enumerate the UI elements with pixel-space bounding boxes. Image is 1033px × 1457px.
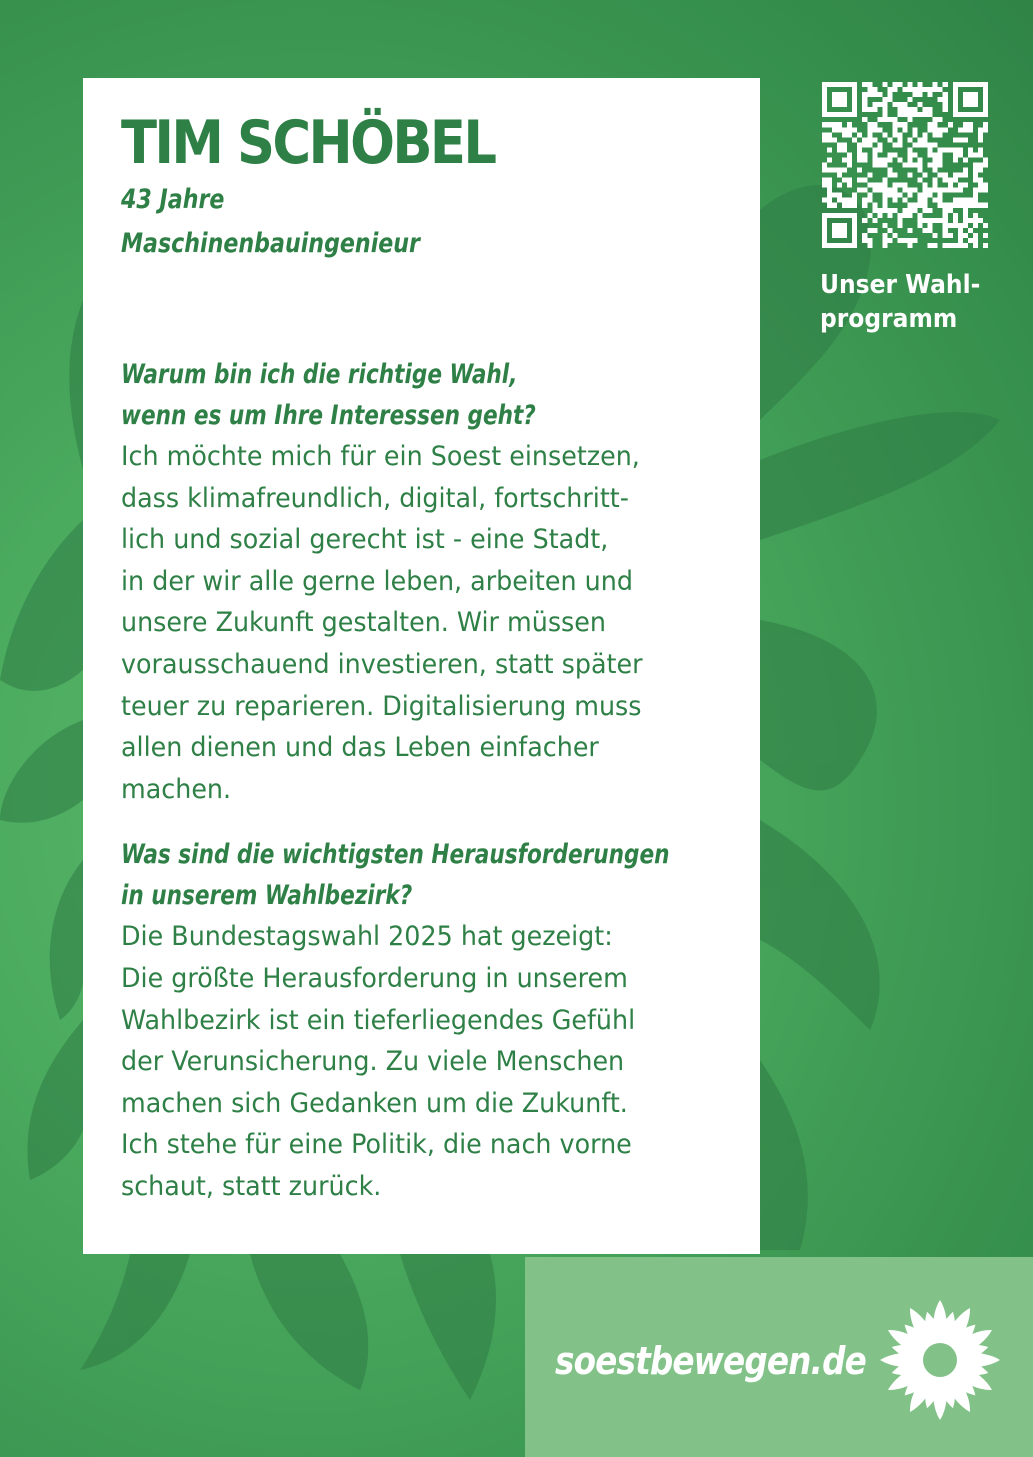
qr-label-line: programm (820, 304, 958, 334)
section-answer-2 (121, 916, 730, 1207)
answer-line: unsere Zukunft gestalten. Wir müssen (121, 607, 606, 639)
qr-label-line: Unser Wahl- (820, 270, 981, 300)
answer-line: Die Bundestagswahl 2025 hat gezeigt: (121, 921, 613, 953)
answer-line: dass klimafreundlich, digital, fortschritt- (121, 482, 629, 514)
answer-line: der Verunsicherung. Zu viele Menschen (121, 1046, 625, 1078)
answer-line: machen. (121, 773, 232, 805)
section-answer-1 (121, 436, 730, 810)
qr-code-icon[interactable] (822, 82, 988, 248)
candidate-age: 43 Jahre (121, 184, 225, 215)
answer-line: schaut, statt zurück. (121, 1170, 382, 1202)
answer-line: Wahlbezirk ist ein tieferliegendes Gefühl (121, 1004, 636, 1036)
sunflower-icon (876, 1296, 1004, 1424)
candidate-profession: Maschinenbauingenieur (121, 228, 420, 259)
answer-line: machen sich Gedanken um die Zukunft. (121, 1087, 628, 1119)
candidate-name: TIM SCHÖBEL (121, 108, 495, 178)
answer-line: lich und sozial gerecht ist - eine Stadt, (121, 524, 609, 556)
answer-line: vorausschauend investieren, statt später (121, 648, 643, 680)
qr-label (820, 268, 980, 336)
website-link[interactable]: soestbewegen.de (555, 1339, 866, 1383)
answer-line: Die größte Herausforderung in unserem (121, 962, 628, 994)
question-line: in unserem Wahlbezirk? (121, 880, 413, 912)
answer-line: teuer zu reparieren. Digitalisierung muss (121, 690, 642, 722)
question-line: Was sind die wichtigsten Herausforderungen (121, 839, 670, 871)
section-question-2 (121, 834, 730, 916)
question-line: Warum bin ich die richtige Wahl, (121, 359, 518, 390)
answer-line: Ich stehe für eine Politik, die nach vorne (121, 1129, 632, 1161)
answer-line: in der wir alle gerne leben, arbeiten und (121, 565, 633, 597)
answer-line: Ich möchte mich für ein Soest einsetzen, (121, 441, 640, 472)
section-question-1 (121, 354, 730, 436)
answer-line: allen dienen und das Leben einfacher (121, 732, 599, 764)
question-line: wenn es um Ihre Interessen geht? (121, 400, 536, 431)
candidate-card (83, 78, 760, 1254)
